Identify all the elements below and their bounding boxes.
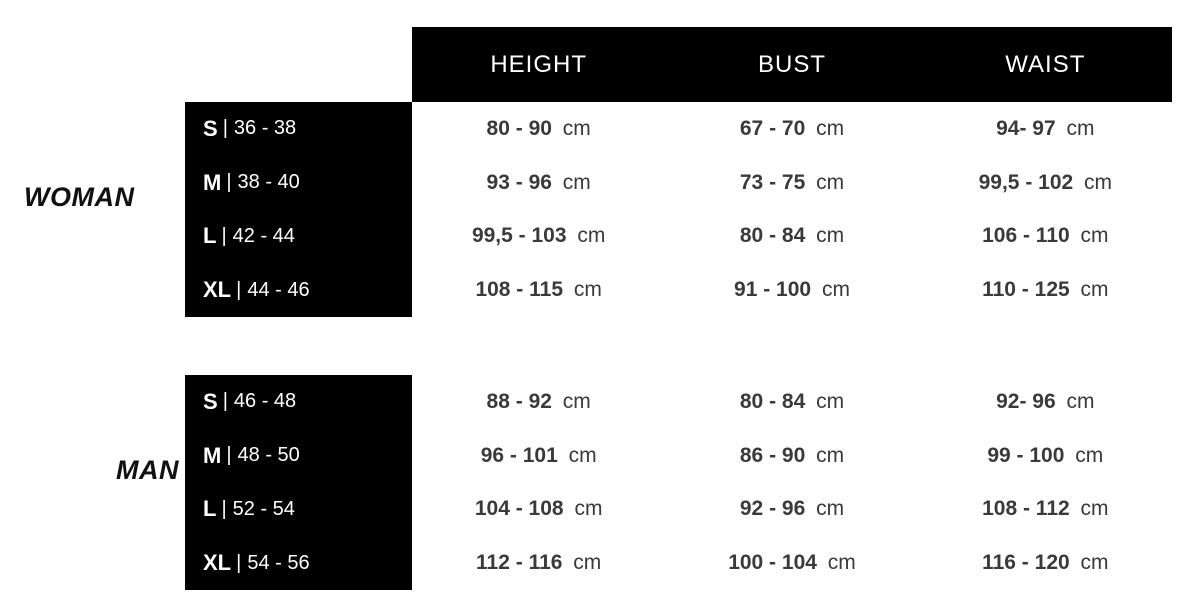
size-eu-range: 48 - 50 (237, 444, 300, 467)
group-label-man: MAN (116, 455, 179, 485)
size-separator: | (221, 497, 227, 520)
unit: cm (562, 170, 591, 194)
size-row (185, 263, 412, 317)
value: 88 - 92 (486, 389, 552, 413)
table-row (412, 375, 1172, 429)
value: 108 - 112 (982, 497, 1070, 521)
cell-bust (665, 224, 918, 248)
unit: cm (573, 551, 602, 575)
table-row (412, 483, 1172, 537)
value: 99,5 - 102 (978, 170, 1074, 194)
size-separator: | (222, 390, 228, 413)
cell-waist (919, 171, 1172, 195)
unit: cm (562, 389, 591, 413)
cell-bust (665, 444, 918, 468)
table-row (412, 536, 1172, 590)
unit: cm (1066, 116, 1095, 140)
value: 86 - 90 (739, 443, 806, 467)
value: 110 - 125 (982, 278, 1070, 302)
size-eu-range: 46 - 48 (233, 390, 297, 413)
cell-height (412, 224, 665, 248)
value: 99 - 100 (987, 443, 1065, 467)
cell-bust (665, 171, 918, 195)
measurements-woman (412, 102, 1172, 317)
value: 92 - 96 (739, 497, 806, 521)
value: 100 - 104 (728, 551, 817, 575)
cell-bust (665, 278, 918, 302)
table-row (412, 210, 1172, 264)
size-row (185, 375, 412, 429)
size-letter: L (203, 223, 217, 249)
size-letter: M (203, 442, 222, 468)
cell-waist (919, 497, 1172, 521)
cell-bust (665, 117, 918, 141)
size-eu-range: 54 - 56 (247, 551, 310, 574)
value: 80 - 90 (486, 116, 552, 140)
unit: cm (827, 551, 856, 575)
cell-bust (665, 390, 918, 414)
size-row (185, 102, 412, 156)
value: 94- 97 (996, 116, 1056, 140)
unit: cm (1084, 170, 1113, 194)
size-letter: S (203, 388, 218, 414)
unit: cm (562, 116, 591, 140)
size-separator: | (226, 444, 232, 467)
table-row (412, 156, 1172, 210)
value: 92- 96 (996, 389, 1056, 413)
unit: cm (1066, 389, 1095, 413)
value: 73 - 75 (739, 170, 806, 194)
size-letter: M (203, 169, 222, 195)
cell-height (412, 497, 665, 521)
value: 116 - 120 (982, 551, 1070, 575)
size-row (185, 483, 412, 537)
unit: cm (1080, 224, 1109, 248)
table-row (412, 263, 1172, 317)
cell-height (412, 390, 665, 414)
cell-waist (919, 390, 1172, 414)
cell-height (412, 117, 665, 141)
value: 96 - 101 (480, 443, 558, 467)
unit: cm (573, 278, 602, 302)
group-label-woman: WOMAN (24, 182, 135, 212)
cell-height (412, 444, 665, 468)
unit: cm (816, 443, 845, 467)
column-header-bust: BUST (757, 50, 826, 78)
size-row (185, 156, 412, 210)
value: 93 - 96 (486, 170, 552, 194)
size-separator: | (236, 278, 242, 301)
cell-waist (919, 278, 1172, 302)
size-block-man (185, 375, 412, 590)
value: 80 - 84 (739, 224, 806, 248)
size-block-woman (185, 102, 412, 317)
value: 106 - 110 (982, 224, 1070, 248)
value: 80 - 84 (739, 389, 806, 413)
size-separator: | (222, 117, 228, 140)
size-eu-range: 36 - 38 (233, 117, 297, 140)
value: 99,5 - 103 (471, 224, 567, 248)
table-row (412, 102, 1172, 156)
cell-bust (665, 551, 918, 575)
size-letter: S (203, 115, 218, 141)
unit: cm (1080, 551, 1109, 575)
measurements-man (412, 375, 1172, 590)
size-eu-range: 42 - 44 (232, 224, 295, 247)
cell-height (412, 171, 665, 195)
size-separator: | (236, 551, 242, 574)
value: 104 - 108 (474, 497, 564, 521)
size-eu-range: 52 - 54 (232, 497, 295, 520)
unit: cm (816, 224, 845, 248)
unit: cm (821, 278, 850, 302)
unit: cm (1080, 497, 1109, 521)
size-letter: L (203, 496, 217, 522)
cell-bust (665, 497, 918, 521)
unit: cm (816, 116, 845, 140)
column-header-waist: WAIST (1005, 50, 1086, 78)
unit: cm (568, 443, 597, 467)
table-header-row (412, 27, 1172, 102)
size-separator: | (221, 224, 227, 247)
size-eu-range: 38 - 40 (237, 171, 300, 194)
cell-height (412, 551, 665, 575)
size-letter: XL (203, 277, 232, 303)
cell-waist (919, 224, 1172, 248)
column-header-height: HEIGHT (490, 50, 587, 78)
size-eu-range: 44 - 46 (247, 278, 310, 301)
value: 108 - 115 (475, 278, 564, 302)
unit: cm (577, 224, 606, 248)
size-row (185, 429, 412, 483)
unit: cm (816, 170, 845, 194)
unit: cm (1080, 278, 1109, 302)
value: 67 - 70 (739, 116, 806, 140)
size-letter: XL (203, 550, 232, 576)
size-row (185, 210, 412, 264)
cell-waist (919, 551, 1172, 575)
table-header-band (412, 27, 1172, 102)
cell-waist (919, 117, 1172, 141)
unit: cm (816, 389, 845, 413)
value: 91 - 100 (734, 278, 812, 302)
value: 112 - 116 (476, 551, 563, 575)
cell-waist (919, 444, 1172, 468)
table-row (412, 429, 1172, 483)
unit: cm (574, 497, 603, 521)
size-row (185, 536, 412, 590)
cell-height (412, 278, 665, 302)
unit: cm (816, 497, 845, 521)
size-separator: | (226, 171, 232, 194)
unit: cm (1075, 443, 1104, 467)
